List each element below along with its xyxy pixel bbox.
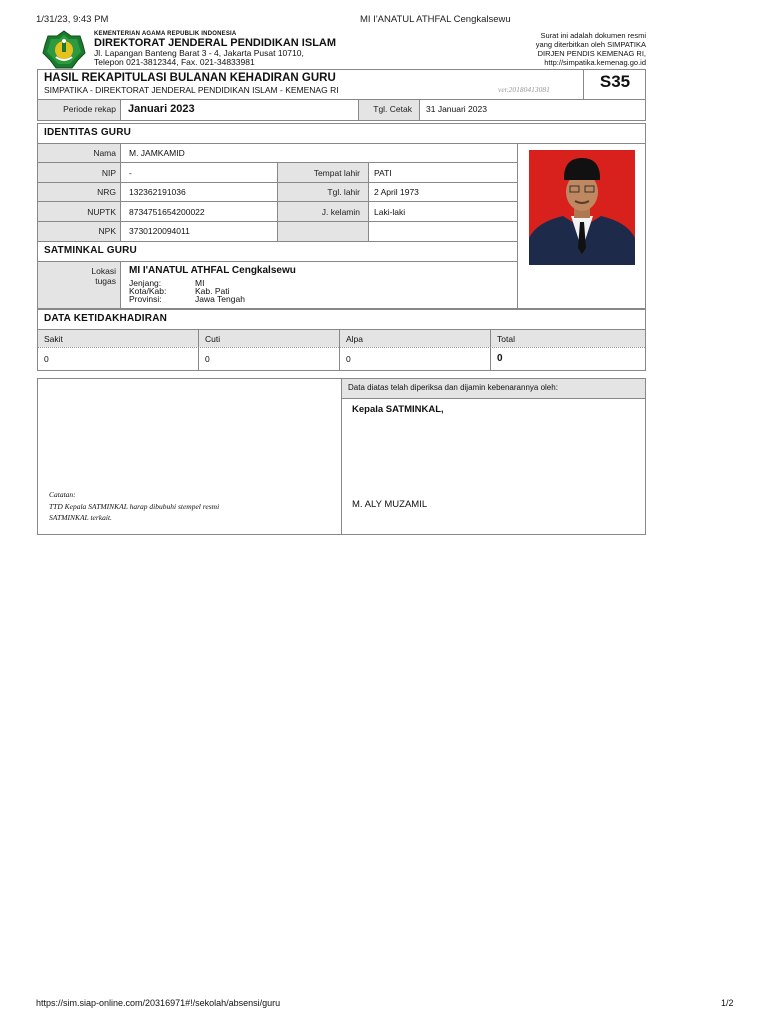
jkel-label: J. kelamin	[321, 207, 360, 217]
kepala-name: M. ALY MUZAMIL	[352, 499, 428, 510]
npk-value: 3730120094011	[129, 226, 190, 236]
nuptk-value: 8734751654200022	[129, 207, 205, 217]
jenjang-label: Jenjang:	[129, 278, 162, 288]
satminkal-name: MI I'ANATUL ATHFAL Cengkalsewu	[129, 265, 296, 276]
tempat-lahir-value: PATI	[374, 168, 392, 178]
col-alpa-header: Alpa	[346, 334, 364, 344]
periode-label: Periode rekap	[63, 104, 116, 114]
kepala-label: Kepala SATMINKAL,	[352, 404, 444, 415]
provinsi-label: Provinsi:	[129, 294, 162, 304]
official-note-line: yang diterbitkan oleh SIMPATIKA	[535, 40, 646, 49]
col-sakit-header: Sakit	[44, 334, 63, 344]
satminkal-heading: SATMINKAL GURU	[44, 245, 137, 256]
teacher-photo	[529, 150, 635, 265]
report-version: ver.20180413081	[498, 85, 550, 94]
nrg-label: NRG	[97, 187, 116, 197]
lokasi-label-line: Lokasi	[91, 266, 116, 276]
official-note-line: DIRJEN PENDIS KEMENAG RI,	[537, 49, 646, 58]
tempat-lahir-label: Tempat lahir	[313, 168, 360, 178]
periode-value: Januari 2023	[128, 103, 195, 115]
print-page-title: MI I'ANATUL ATHFAL Cengkalsewu	[360, 14, 511, 25]
official-note	[536, 31, 646, 67]
nip-value: -	[129, 168, 132, 178]
report-code: S35	[599, 72, 631, 91]
alpa-value: 0	[346, 354, 351, 364]
kemenag-logo-icon	[42, 30, 86, 70]
identitas-heading: IDENTITAS GURU	[44, 127, 132, 138]
kota-label: Kota/Kab:	[129, 286, 167, 296]
catatan-line: SATMINKAL terkait.	[49, 513, 112, 522]
lokasi-tugas-label	[40, 266, 116, 286]
letterhead-address: Jl. Lapangan Banteng Barat 3 - 4, Jakarta Pusat 10710,	[94, 48, 304, 58]
catatan-note	[49, 489, 219, 524]
report-subtitle: SIMPATIKA - DIREKTORAT JENDERAL PENDIDIKAN ISLAM - KEMENAG RI	[44, 85, 339, 95]
verified-text: Data diatas telah diperiksa dan dijamin kebenarannya oleh:	[348, 383, 558, 392]
letterhead-phone: Telepon 021-3812344, Fax. 021-34833981	[94, 57, 255, 67]
print-datetime: 1/31/23, 9:43 PM	[36, 14, 109, 25]
ministry-name: KEMENTERIAN AGAMA REPUBLIK INDONESIA	[94, 31, 237, 37]
cuti-value: 0	[205, 354, 210, 364]
sakit-value: 0	[44, 354, 49, 364]
jenjang-value: MI	[195, 278, 205, 288]
col-cuti-header: Cuti	[205, 334, 221, 344]
nip-label: NIP	[101, 168, 116, 178]
provinsi-value: Jawa Tengah	[195, 294, 245, 304]
jkel-value: Laki-laki	[374, 207, 406, 217]
print-url: https://sim.siap-online.com/20316971#!/sekolah/absensi/guru	[36, 998, 281, 1008]
lokasi-label-line: tugas	[95, 276, 116, 286]
kota-value: Kab. Pati	[195, 286, 230, 296]
npk-label: NPK	[98, 226, 116, 236]
total-value: 0	[497, 353, 503, 364]
nuptk-label: NUPTK	[87, 207, 116, 217]
directorate-name: DIREKTORAT JENDERAL PENDIDIKAN ISLAM	[94, 37, 337, 49]
col-total-header: Total	[497, 334, 515, 344]
catatan-label: Catatan:	[49, 490, 76, 499]
ketidakhadiran-heading: DATA KETIDAKHADIRAN	[44, 313, 168, 324]
catatan-line: TTD Kepala SATMINKAL harap dibubuhi stempel resmi	[49, 501, 220, 511]
tgl-cetak-label: Tgl. Cetak	[373, 104, 412, 114]
official-note-url: http://simpatika.kemenag.go.id	[544, 58, 646, 67]
nama-value: M. JAMKAMID	[129, 148, 185, 158]
tgl-lahir-value: 2 April 1973	[374, 187, 419, 197]
nrg-value: 132362191036	[129, 187, 186, 197]
tgl-lahir-label: Tgl. lahir	[327, 187, 360, 197]
tgl-cetak-value: 31 Januari 2023	[426, 104, 487, 114]
official-note-line: Surat ini adalah dokumen resmi	[540, 31, 646, 40]
nama-label: Nama	[93, 148, 116, 158]
report-title: HASIL REKAPITULASI BULANAN KEHADIRAN GURU	[44, 72, 336, 84]
print-page-number: 1/2	[721, 998, 734, 1008]
